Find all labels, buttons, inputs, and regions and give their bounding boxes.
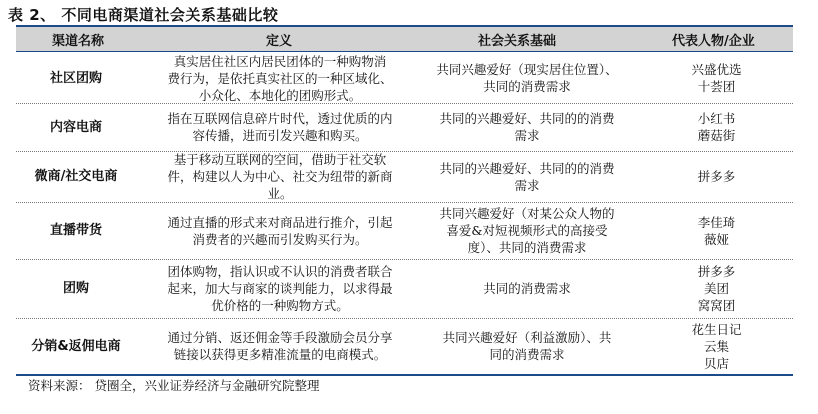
table-title: 表 2、 不同电商渠道社会关系基础比较: [8, 6, 279, 24]
representative-cell-line: 兴盛优选: [691, 62, 742, 77]
representative-cell-line: 拼多多: [697, 169, 736, 184]
channel-cell: 微商/社交电商: [34, 169, 118, 184]
basis-cell: [414, 53, 640, 103]
definition-cell: [144, 318, 416, 374]
definition-cell-line: 消费者的兴趣而引发购买行为。: [192, 231, 368, 247]
basis-cell-line: 共同兴趣爱好（现实居住位置）、: [436, 62, 618, 77]
definition-cell: [144, 151, 416, 202]
basis-cell-line: 共同的兴趣爱好、共同的的消费: [439, 111, 615, 126]
basis-cell-line: 度）、共同的消费需求: [467, 240, 587, 255]
representative-cell: [640, 259, 793, 318]
basis-cell-line: 共同兴趣爱好（利益激励）、共: [442, 330, 612, 345]
channel-cell: 内容电商: [49, 119, 102, 135]
basis-cell: [414, 259, 640, 318]
representative-cell-line: 花生日记: [691, 321, 742, 337]
definition-cell-line: 小众化、本地化的团购形式。: [198, 87, 362, 103]
table-row: [16, 202, 793, 259]
table-row: [16, 151, 793, 202]
row-separator: [16, 202, 793, 203]
table-row: [16, 103, 793, 151]
header-representative: 代表人物/企业: [672, 34, 755, 49]
representative-cell: [640, 103, 793, 151]
basis-cell-line: 喜爱&对短视频形式的高接受: [446, 223, 608, 238]
representative-cell-line: 十荟团: [697, 79, 736, 94]
table-row: [16, 259, 793, 318]
definition-cell-line: 优价格的一种购物方式。: [211, 298, 349, 313]
representative-cell-line: 小红书: [697, 111, 736, 126]
basis-cell-line: 同的消费需求: [489, 347, 565, 362]
basis-cell-line: 共同的消费需求: [483, 79, 571, 94]
definition-cell-line: 容传播，进而引发兴趣和购买。: [192, 128, 368, 143]
table-header: [16, 27, 793, 51]
definition-cell-line: 链接以获得更多精准流量的电商模式。: [173, 347, 387, 362]
definition-cell-line: 通过分销、返还佣金等手段激励会员分享: [167, 330, 393, 345]
source-note: 资料来源： 贷圈全，兴业证券经济与金融研究院整理: [28, 378, 320, 393]
basis-cell: [414, 151, 640, 202]
header-basis: 社会关系基础: [478, 34, 557, 49]
basis-cell-line: 共同的兴趣爱好、共同的的消费: [439, 160, 615, 176]
definition-cell: [144, 202, 416, 259]
representative-cell-line: 薇娅: [703, 231, 729, 247]
representative-cell: [640, 318, 793, 374]
basis-cell-line: 需求: [514, 128, 540, 143]
row-separator: [16, 103, 793, 104]
row-separator: [16, 318, 793, 319]
definition-cell-line: 费行为，是依托真实社区的一种区域化、: [167, 70, 393, 86]
definition-cell: [144, 53, 416, 103]
basis-cell-line: 共同兴趣爱好（对某公众人物的: [439, 206, 615, 221]
definition-cell-line: 通过直播的形式来对商品进行推介，引起: [167, 214, 393, 230]
representative-cell-line: 窝窝团: [697, 298, 736, 313]
representative-cell-line: 云集: [703, 338, 729, 354]
representative-cell-line: 蘑菇街: [697, 128, 736, 143]
definition-cell-line: 基于移动互联网的空间，借助于社交软: [173, 152, 387, 167]
representative-cell-line: 美团: [703, 281, 729, 296]
table-row: [16, 53, 793, 103]
representative-cell-line: 贝店: [703, 355, 729, 371]
representative-cell-line: 拼多多: [697, 264, 736, 279]
definition-cell-line: 起来，加大与商家的谈判能力，以求得最: [167, 281, 393, 296]
basis-cell: [414, 202, 640, 259]
definition-cell-line: 指在互联网信息碎片时代，透过优质的内: [167, 111, 393, 126]
representative-cell-line: 李佳琦: [697, 214, 736, 230]
header-channel: 渠道名称: [52, 34, 105, 49]
definition-cell-line: 件，构建以人为中心、社交为纽带的新商: [167, 169, 393, 184]
representative-cell: [640, 202, 793, 259]
row-separator: [16, 151, 793, 152]
definition-cell-line: 团体购物，指认识或不认识的消费者联合: [167, 264, 393, 279]
table-row: [16, 318, 793, 374]
definition-cell: [144, 259, 416, 318]
channel-cell: 社区团购: [49, 70, 102, 86]
representative-cell: [640, 53, 793, 103]
basis-cell-line: 需求: [514, 177, 540, 193]
basis-cell-line: 共同的消费需求: [483, 281, 571, 296]
basis-cell: [414, 318, 640, 374]
header-definition: 定义: [266, 34, 293, 49]
row-separator: [16, 259, 793, 260]
channel-cell: 直播带货: [49, 223, 102, 238]
definition-cell: [144, 103, 416, 151]
representative-cell: [640, 151, 793, 202]
channel-cell: 分销&返佣电商: [31, 338, 121, 354]
basis-cell: [414, 103, 640, 151]
channel-cell: 团购: [62, 281, 89, 296]
definition-cell-line: 业。: [267, 186, 293, 201]
definition-cell-line: 真实居住社区内居民团体的一种购物消: [173, 53, 387, 69]
header-rule: [16, 51, 793, 52]
